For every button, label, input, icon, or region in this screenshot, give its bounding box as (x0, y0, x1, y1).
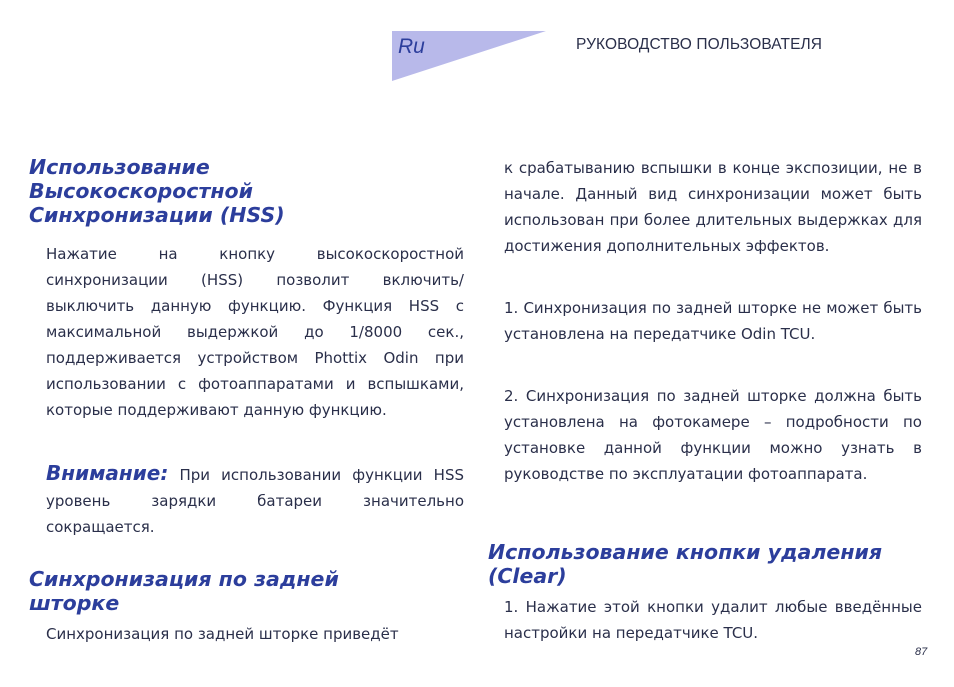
rear-sync-body-continued: к срабатыванию вспышки в конце экспозиции, не в начале. Данный вид синхронизации может быть использован при более длительных выдержках для достижения дополнительных эффектов. (504, 159, 922, 255)
rear-sync-note-2: 2. Синхронизация по задней шторке должна быть установлена на фотокамере – подробности по установке данной функции можно узнать в руководстве по эксплуатации фотоаппарата. (504, 387, 922, 483)
language-label: Ru (398, 35, 425, 58)
warning-label: Внимание: (46, 461, 169, 485)
rear-sync-heading: Синхронизация по задней шторке (29, 567, 339, 615)
manual-title: РУКОВОДСТВО ПОЛЬЗОВАТЕЛЯ (576, 36, 823, 53)
rear-sync-body-start: Синхронизация по задней шторке приведёт (46, 625, 399, 643)
hss-heading: Использование Высокоскоростной Синхронизации (HSS) (29, 155, 285, 227)
rear-sync-note-1: 1. Синхронизация по задней шторке не может быть установлена на передатчике Odin TCU. (504, 299, 922, 343)
page-number: 87 (915, 646, 928, 658)
language-tab (392, 31, 546, 81)
warning-text: При использовании функции HSS уровень зарядки батареи значительно сокращается. (46, 466, 464, 536)
clear-body: 1. Нажатие этой кнопки удалит любые введённые настройки на передатчике TCU. (504, 598, 922, 642)
hss-body: Нажатие на кнопку высокоскоростной синхронизации (HSS) позволит включить/выключить данную функцию. Функция HSS с максимальной выдержкой до 1/8000 сек., поддерживается устройством Phottix Odin при использовании с фотоаппаратами и вспышками, которые поддерживают данную функцию. (46, 245, 464, 419)
clear-heading: Использование кнопки удаления (Clear) (488, 540, 883, 588)
hss-warning (46, 460, 464, 540)
